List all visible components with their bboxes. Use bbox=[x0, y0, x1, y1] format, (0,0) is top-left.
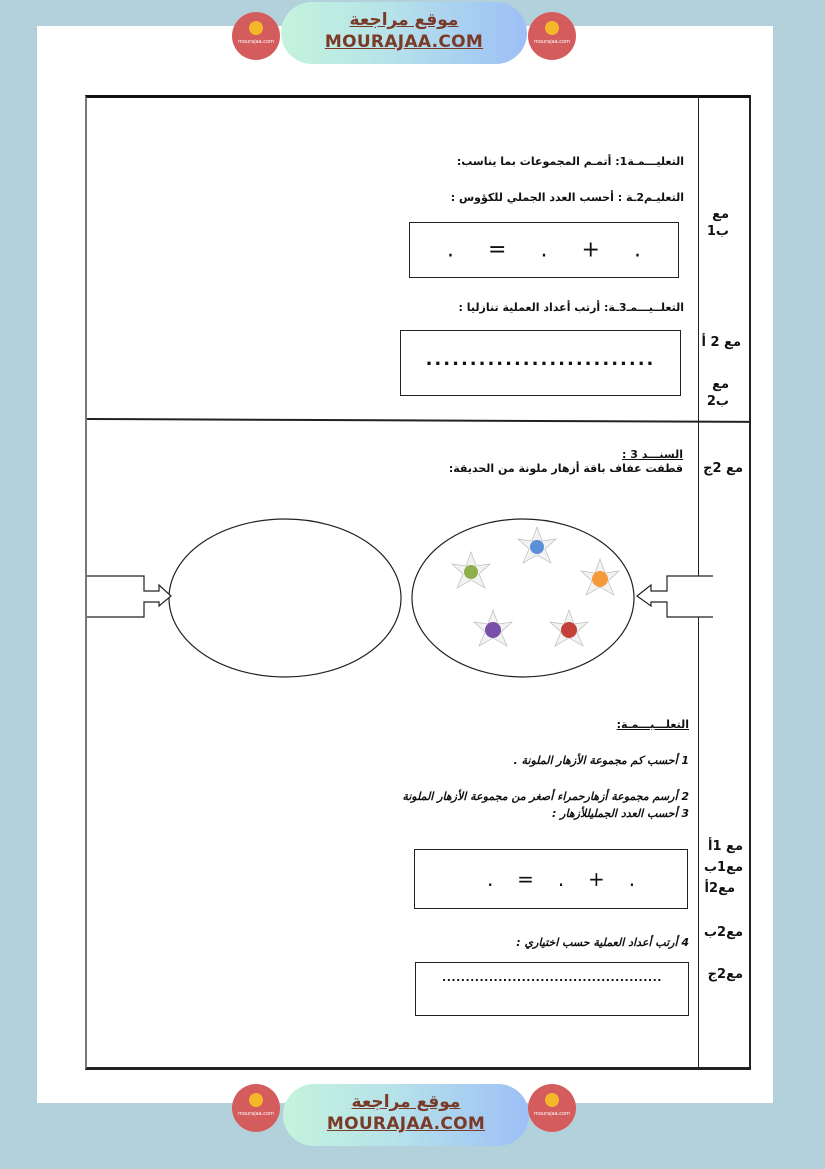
equation-box-1[interactable] bbox=[409, 222, 679, 278]
equals-sign: = bbox=[517, 867, 534, 891]
site-banner-footer[interactable] bbox=[283, 1084, 529, 1146]
badge-text: mourajaa.com bbox=[533, 39, 570, 45]
support-text: قطفت عفاف باقة أزهار ملونة من الحديقة: bbox=[448, 462, 683, 475]
site-name-ar: موقع مراجعة bbox=[351, 1092, 461, 1112]
answer-dots: .......................... bbox=[425, 349, 656, 370]
badge-text: mourajaa.com bbox=[533, 1111, 570, 1117]
worksheet bbox=[85, 95, 751, 1070]
book-logo-icon bbox=[249, 1093, 263, 1107]
plus-sign: + bbox=[588, 867, 605, 891]
criterion-label: مع 2 أ bbox=[701, 335, 741, 350]
instruction-1: التعليـــمـة1: أتمـم المجموعات بما يناسب: bbox=[456, 155, 684, 168]
section-divider bbox=[87, 418, 751, 423]
site-name-en: MOURAJAA.COM bbox=[326, 1114, 486, 1134]
criterion-label: مع2ب bbox=[703, 925, 743, 940]
book-logo-icon bbox=[249, 21, 263, 35]
badge-text: mourajaa.com bbox=[237, 39, 274, 45]
question-3: 3 أحسب العدد الجمليللأزهار : bbox=[551, 807, 689, 820]
flower-set-diagram bbox=[407, 516, 717, 681]
operand-3: . bbox=[633, 237, 641, 263]
empty-set-diagram bbox=[87, 516, 407, 681]
ordering-answer-box-2[interactable] bbox=[415, 962, 689, 1016]
question-1: 1 أحسب كم مجموعة الأزهار الملونة . bbox=[513, 754, 689, 767]
equals-sign: = bbox=[488, 237, 507, 263]
criterion-label: مع ب2 bbox=[706, 377, 729, 409]
result: . bbox=[447, 237, 454, 263]
criterion-label: مع1ب bbox=[703, 860, 743, 875]
site-badge-left[interactable] bbox=[232, 1084, 280, 1132]
operand-2: . bbox=[557, 867, 565, 891]
site-name-en: MOURAJAA.COM bbox=[324, 32, 484, 52]
question-2: 2 أرسم مجموعة أزهارحمراء أصغر من مجموعة الأزهار الملونة bbox=[402, 790, 689, 803]
site-badge-left[interactable] bbox=[232, 12, 280, 60]
result: . bbox=[486, 867, 494, 891]
ordering-answer-box-1[interactable] bbox=[400, 330, 681, 396]
plus-sign: + bbox=[581, 237, 600, 263]
criterion-label: مع ب1 bbox=[706, 207, 729, 239]
badge-text: mourajaa.com bbox=[237, 1111, 274, 1117]
instruction-3: التعلــيـــمـ3ـة: أرتب أعداد العملية تنازليا : bbox=[458, 301, 684, 314]
answer-dots: ............................................... bbox=[442, 971, 662, 984]
site-badge-right[interactable] bbox=[528, 12, 576, 60]
book-logo-icon bbox=[545, 1093, 559, 1107]
site-banner-header[interactable] bbox=[281, 2, 527, 64]
criterion-label: مع 1أ bbox=[708, 839, 743, 854]
support-title: السنـــد 3 : bbox=[622, 448, 683, 461]
operand-3: . bbox=[628, 867, 636, 891]
equation-box-2[interactable] bbox=[414, 849, 688, 909]
site-badge-right[interactable] bbox=[528, 1084, 576, 1132]
operand-2: . bbox=[540, 237, 548, 263]
site-name-ar: موقع مراجعة bbox=[349, 10, 459, 30]
instruction-2: التعليـم2ـة : أحسب العدد الجملي للكؤوس : bbox=[450, 191, 684, 204]
criterion-label: مع2أ bbox=[704, 881, 735, 896]
criterion-label: مع2ج bbox=[707, 967, 743, 982]
instructions-title: التعلـــيـــمـة: bbox=[616, 718, 689, 731]
criterion-label: مع 2ج bbox=[703, 461, 743, 476]
question-4: 4 أرتب أعداد العملية حسب اختياري : bbox=[516, 936, 689, 949]
book-logo-icon bbox=[545, 21, 559, 35]
